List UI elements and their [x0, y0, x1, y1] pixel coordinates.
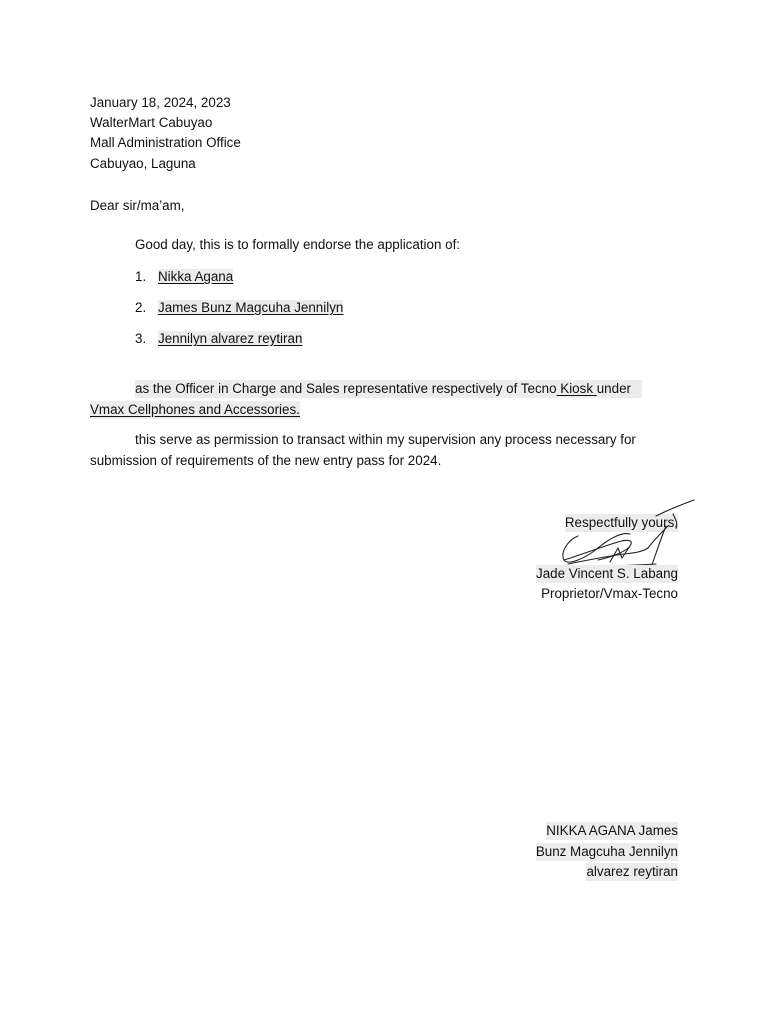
address-line-1: WalterMart Cabuyao	[90, 115, 213, 130]
role-text: as the Officer in Charge and Sales representative respectively of Tecno	[135, 381, 557, 396]
signatory-name: Jade Vincent S. Labang	[536, 566, 678, 581]
salutation: Dear sir/ma’am,	[90, 198, 185, 213]
under-text: under	[596, 381, 631, 396]
applicant-item	[135, 299, 343, 317]
applicant-number: 3.	[135, 331, 147, 346]
intro-text: Good day, this is to formally endorse the application of:	[135, 237, 461, 252]
permission-line-2: submission of requirements of the new entry pass for 2024.	[90, 453, 442, 468]
closing-text: Respectfully yours,	[564, 515, 678, 530]
role-paragraph-line-1	[135, 380, 642, 398]
permission-line-1: this serve as permission to transact within my supervision any process necessary for	[135, 432, 636, 447]
applicant-number: 2.	[135, 300, 147, 315]
applicant-item	[135, 330, 302, 348]
signatory-title: Proprietor/Vmax-Tecno	[541, 586, 678, 601]
applicant-number: 1.	[135, 269, 147, 284]
acknowledgement-line-2: Bunz Magcuha Jennilyn	[535, 844, 678, 859]
applicant-item	[135, 268, 233, 286]
acknowledgement-line-1: NIKKA AGANA James	[546, 823, 678, 838]
acknowledgement-line-3: alvarez reytiran	[586, 864, 678, 879]
applicant-name: Nikka Agana	[158, 269, 234, 284]
kiosk-text: Kiosk	[556, 381, 597, 396]
letter-date: January 18, 2024, 2023	[90, 95, 231, 110]
role-paragraph-line-2: Vmax Cellphones and Accessories.	[90, 402, 300, 417]
applicant-name: James Bunz Magcuha Jennilyn	[158, 300, 344, 315]
applicant-name: Jennilyn alvarez reytiran	[158, 331, 303, 346]
address-line-2: Mall Administration Office	[90, 135, 241, 150]
address-line-3: Cabuyao, Laguna	[90, 156, 196, 171]
